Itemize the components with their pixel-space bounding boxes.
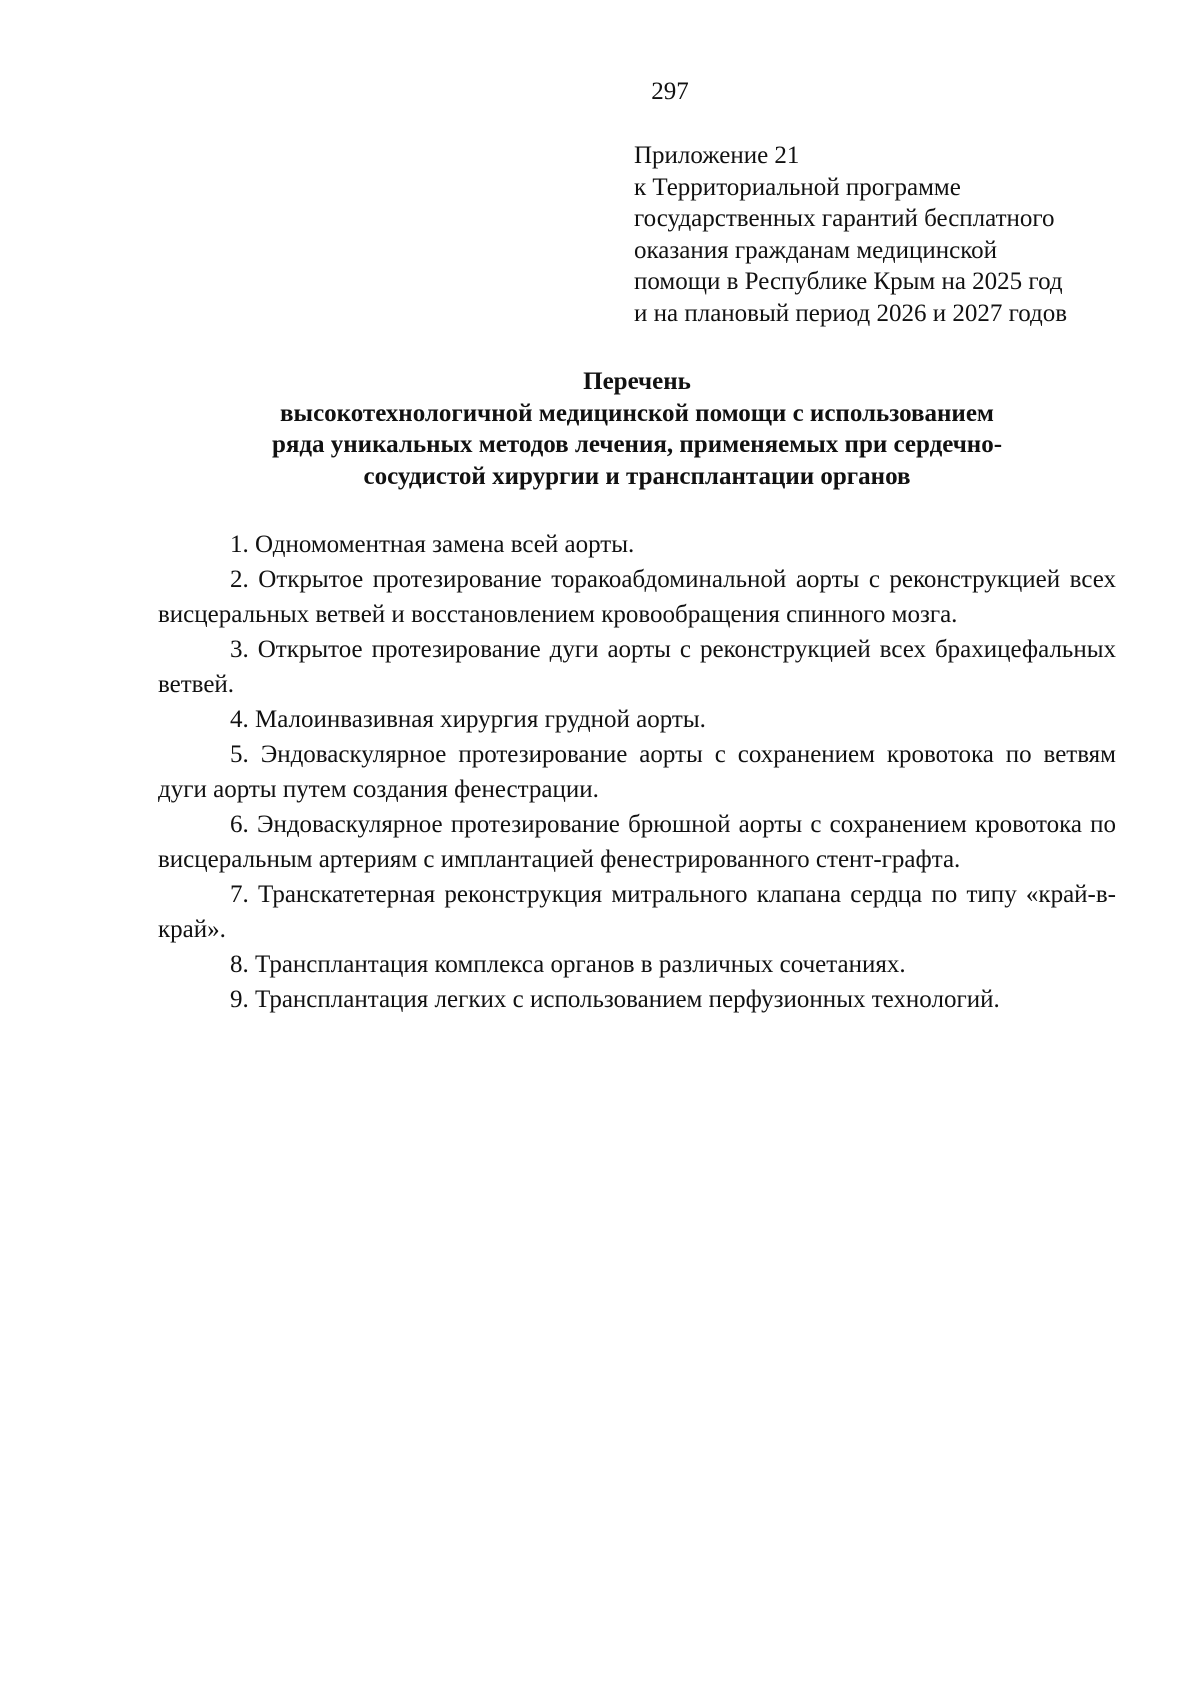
title-line: Перечень — [583, 368, 691, 395]
item-number: 1. — [230, 531, 249, 558]
item-text: Трансплантация легких с использованием перфузионных технологий. — [255, 986, 1000, 1013]
item-number: 5. — [230, 741, 249, 768]
item-number: 7. — [230, 881, 249, 908]
item-number: 8. — [230, 951, 249, 978]
procedure-list — [158, 527, 1116, 1017]
title-line: сосудистой хирургии и трансплантации органов — [363, 462, 911, 490]
item-text: Открытое протезирование дуги аорты с реконструкцией всех брахицефальных ветвей. — [158, 636, 1116, 698]
title-line: ряда уникальных методов лечения, применяемых при сердечно- — [271, 431, 1003, 458]
item-text: Эндоваскулярное протезирование аорты с сохранением кровотока по ветвям дуги аорты путем создания фенестрации. — [158, 741, 1117, 803]
item-text: Малоинвазивная хирургия грудной аорты. — [255, 706, 706, 733]
list-item — [158, 737, 1116, 807]
appendix-line: и на плановый период 2026 и 2027 годов — [634, 299, 1068, 327]
list-item — [158, 982, 1116, 1017]
list-item — [158, 562, 1116, 632]
item-text: Транскатетерная реконструкция митрального клапана сердца по типу «край-в-край». — [158, 881, 1117, 943]
list-item — [158, 632, 1116, 702]
item-text: Эндоваскулярное протезирование брюшной аорты с сохранением кровотока по висцеральным артериям с имплантацией фенестрированного стент-графта. — [158, 811, 1116, 873]
item-text: Открытое протезирование торакоабдоминальной аорты с реконструкцией всех висцеральных ветвей и восстановлением кровообращения спинного мозга. — [158, 566, 1116, 628]
item-number: 2. — [230, 566, 249, 593]
appendix-line: государственных гарантий бесплатного — [634, 205, 1055, 232]
item-number: 6. — [230, 811, 249, 838]
list-item — [158, 527, 1116, 562]
list-item — [158, 877, 1116, 947]
list-item — [158, 947, 1116, 982]
item-text: Трансплантация комплекса органов в различных сочетаниях. — [255, 951, 906, 978]
appendix-line: оказания гражданам медицинской — [634, 236, 998, 264]
item-number: 4. — [230, 706, 249, 733]
title-line: высокотехнологичной медицинской помощи с использованием — [280, 399, 994, 427]
list-item — [158, 702, 1116, 737]
item-number: 9. — [230, 986, 249, 1013]
appendix-line: помощи в Республике Крым на 2025 год — [634, 268, 1063, 295]
appendix-reference — [634, 140, 1194, 329]
list-item — [158, 807, 1116, 877]
item-number: 3. — [230, 636, 249, 663]
document-title — [158, 366, 1116, 492]
appendix-line: к Территориальной программе — [634, 173, 961, 201]
item-text: Одномоментная замена всей аорты. — [255, 531, 635, 558]
appendix-line: Приложение 21 — [634, 142, 800, 169]
page-number: 297 — [651, 78, 689, 105]
